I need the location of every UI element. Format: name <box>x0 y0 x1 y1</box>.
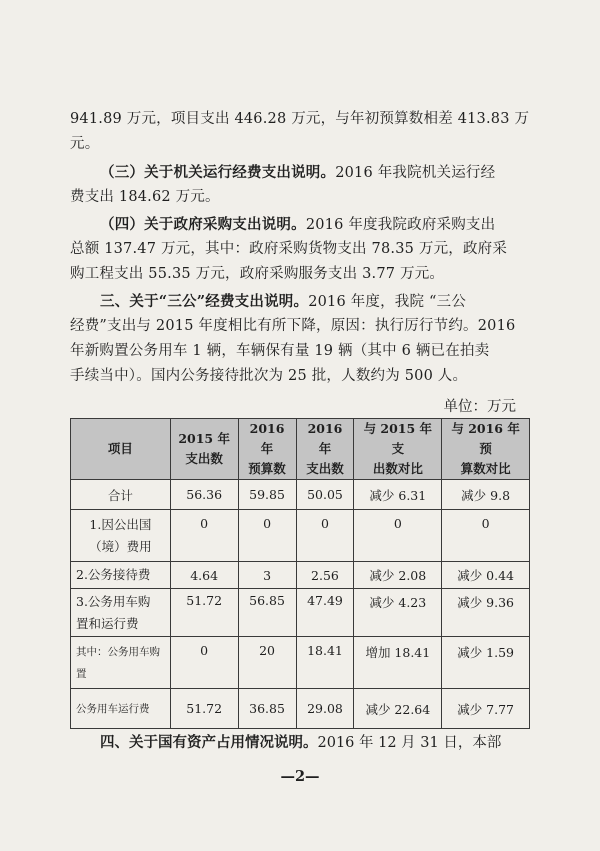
cell-vs-2016-budget: 减少 1.59 <box>442 637 530 689</box>
cell-item: 公务用车运行费 <box>71 689 171 729</box>
cell-vs-2015: 减少 2.08 <box>354 562 442 589</box>
text-line: 元。 <box>70 136 100 152</box>
cell-vs-2015: 减少 4.23 <box>354 589 442 637</box>
cell-vs-2016-budget: 减少 0.44 <box>442 562 530 589</box>
cell-2016-budget: 0 <box>238 510 296 562</box>
paragraph-three-public-expenses <box>70 289 530 389</box>
cell-2015: 4.64 <box>170 562 238 589</box>
three-public-expenses-table <box>70 418 530 729</box>
cell-2016-expenditure: 2.56 <box>296 562 354 589</box>
text-line: 年新购置公务用车 1 辆，车辆保有量 19 辆（其中 6 辆已在拍卖 <box>70 343 490 359</box>
section-heading: 三、关于“三公”经费支出说明。 <box>100 293 309 310</box>
table-row <box>71 689 530 729</box>
paragraph-budget-summary <box>70 107 530 157</box>
cell-2015: 51.72 <box>170 689 238 729</box>
text-line <box>70 212 530 237</box>
cell-vs-2016-budget: 减少 9.8 <box>442 480 530 510</box>
header-2015-expenditure: 2015 年 支出数 <box>170 419 238 480</box>
text-fragment: 2016 年 12 月 31 日，本部 <box>317 735 502 751</box>
header-2016-expenditure: 2016 年 支出数 <box>296 419 354 480</box>
cell-vs-2015: 减少 6.31 <box>354 480 442 510</box>
paragraph-operating-expenses <box>70 160 530 210</box>
text-line: 经费”支出与 2015 年度相比有所下降，原因：执行厉行节约。2016 <box>70 318 516 334</box>
text-line <box>70 735 501 751</box>
cell-vs-2015: 0 <box>354 510 442 562</box>
cell-2016-budget: 56.85 <box>238 589 296 637</box>
cell-item: 合计 <box>71 480 171 510</box>
cell-vs-2015: 减少 22.64 <box>354 689 442 729</box>
paragraph-government-procurement <box>70 212 530 287</box>
cell-2016-budget: 3 <box>238 562 296 589</box>
table-row <box>71 510 530 562</box>
cell-2016-expenditure: 18.41 <box>296 637 354 689</box>
page-number: —2— <box>280 768 320 785</box>
cell-vs-2016-budget: 0 <box>442 510 530 562</box>
cell-vs-2015: 增加 18.41 <box>354 637 442 689</box>
header-2016-budget: 2016 年 预算数 <box>238 419 296 480</box>
cell-2015: 0 <box>170 637 238 689</box>
cell-2016-expenditure: 50.05 <box>296 480 354 510</box>
cell-item: 1.因公出国 （境）费用 <box>71 510 171 562</box>
table-row <box>71 562 530 589</box>
table-header-row <box>71 419 530 480</box>
cell-2015: 0 <box>170 510 238 562</box>
table-row <box>71 637 530 689</box>
cell-2016-expenditure: 0 <box>296 510 354 562</box>
cell-2015: 56.36 <box>170 480 238 510</box>
cell-2016-budget: 36.85 <box>238 689 296 729</box>
header-vs-2016-budget: 与 2016 年预 算数对比 <box>442 419 530 480</box>
text-fragment: 2016 年我院机关运行经 <box>335 165 496 181</box>
cell-2016-budget: 20 <box>238 637 296 689</box>
section-heading: （三）关于机关运行经费支出说明。 <box>100 164 336 181</box>
table-row <box>71 480 530 510</box>
cell-2016-expenditure: 29.08 <box>296 689 354 729</box>
section-heading: （四）关于政府采购支出说明。 <box>100 216 306 233</box>
cell-vs-2016-budget: 减少 7.77 <box>442 689 530 729</box>
table-row <box>71 589 530 637</box>
section-heading: 四、关于国有资产占用情况说明。 <box>100 734 318 751</box>
text-line <box>70 160 530 185</box>
unit-label: 单位：万元 <box>443 399 516 415</box>
header-item: 项目 <box>71 419 171 480</box>
cell-2016-expenditure: 47.49 <box>296 589 354 637</box>
cell-item: 2.公务接待费 <box>71 562 171 589</box>
text-line: 购工程支出 55.35 万元，政府采购服务支出 3.77 万元。 <box>70 266 445 282</box>
text-fragment: 2016 年度我院政府采购支出 <box>305 217 496 233</box>
text-line: 费支出 184.62 万元。 <box>70 189 220 205</box>
cell-item: 其中：公务用车购 置 <box>71 637 171 689</box>
text-line: 941.89 万元，项目支出 446.28 万元，与年初预算数相差 413.83 万 <box>70 111 530 127</box>
cell-vs-2016-budget: 减少 9.36 <box>442 589 530 637</box>
text-line: 总额 137.47 万元，其中：政府采购货物支出 78.35 万元，政府采 <box>70 241 508 257</box>
text-fragment: 2016 年度，我院 “三公 <box>308 294 467 310</box>
cell-2015: 51.72 <box>170 589 238 637</box>
paragraph-state-assets <box>70 730 540 756</box>
text-line: 手续当中）。国内公务接待批次为 25 批，人数约为 500 人。 <box>70 368 468 384</box>
cell-item: 3.公务用车购 置和运行费 <box>71 589 171 637</box>
header-vs-2015: 与 2015 年支 出数对比 <box>354 419 442 480</box>
text-line <box>70 289 530 314</box>
cell-2016-budget: 59.85 <box>238 480 296 510</box>
